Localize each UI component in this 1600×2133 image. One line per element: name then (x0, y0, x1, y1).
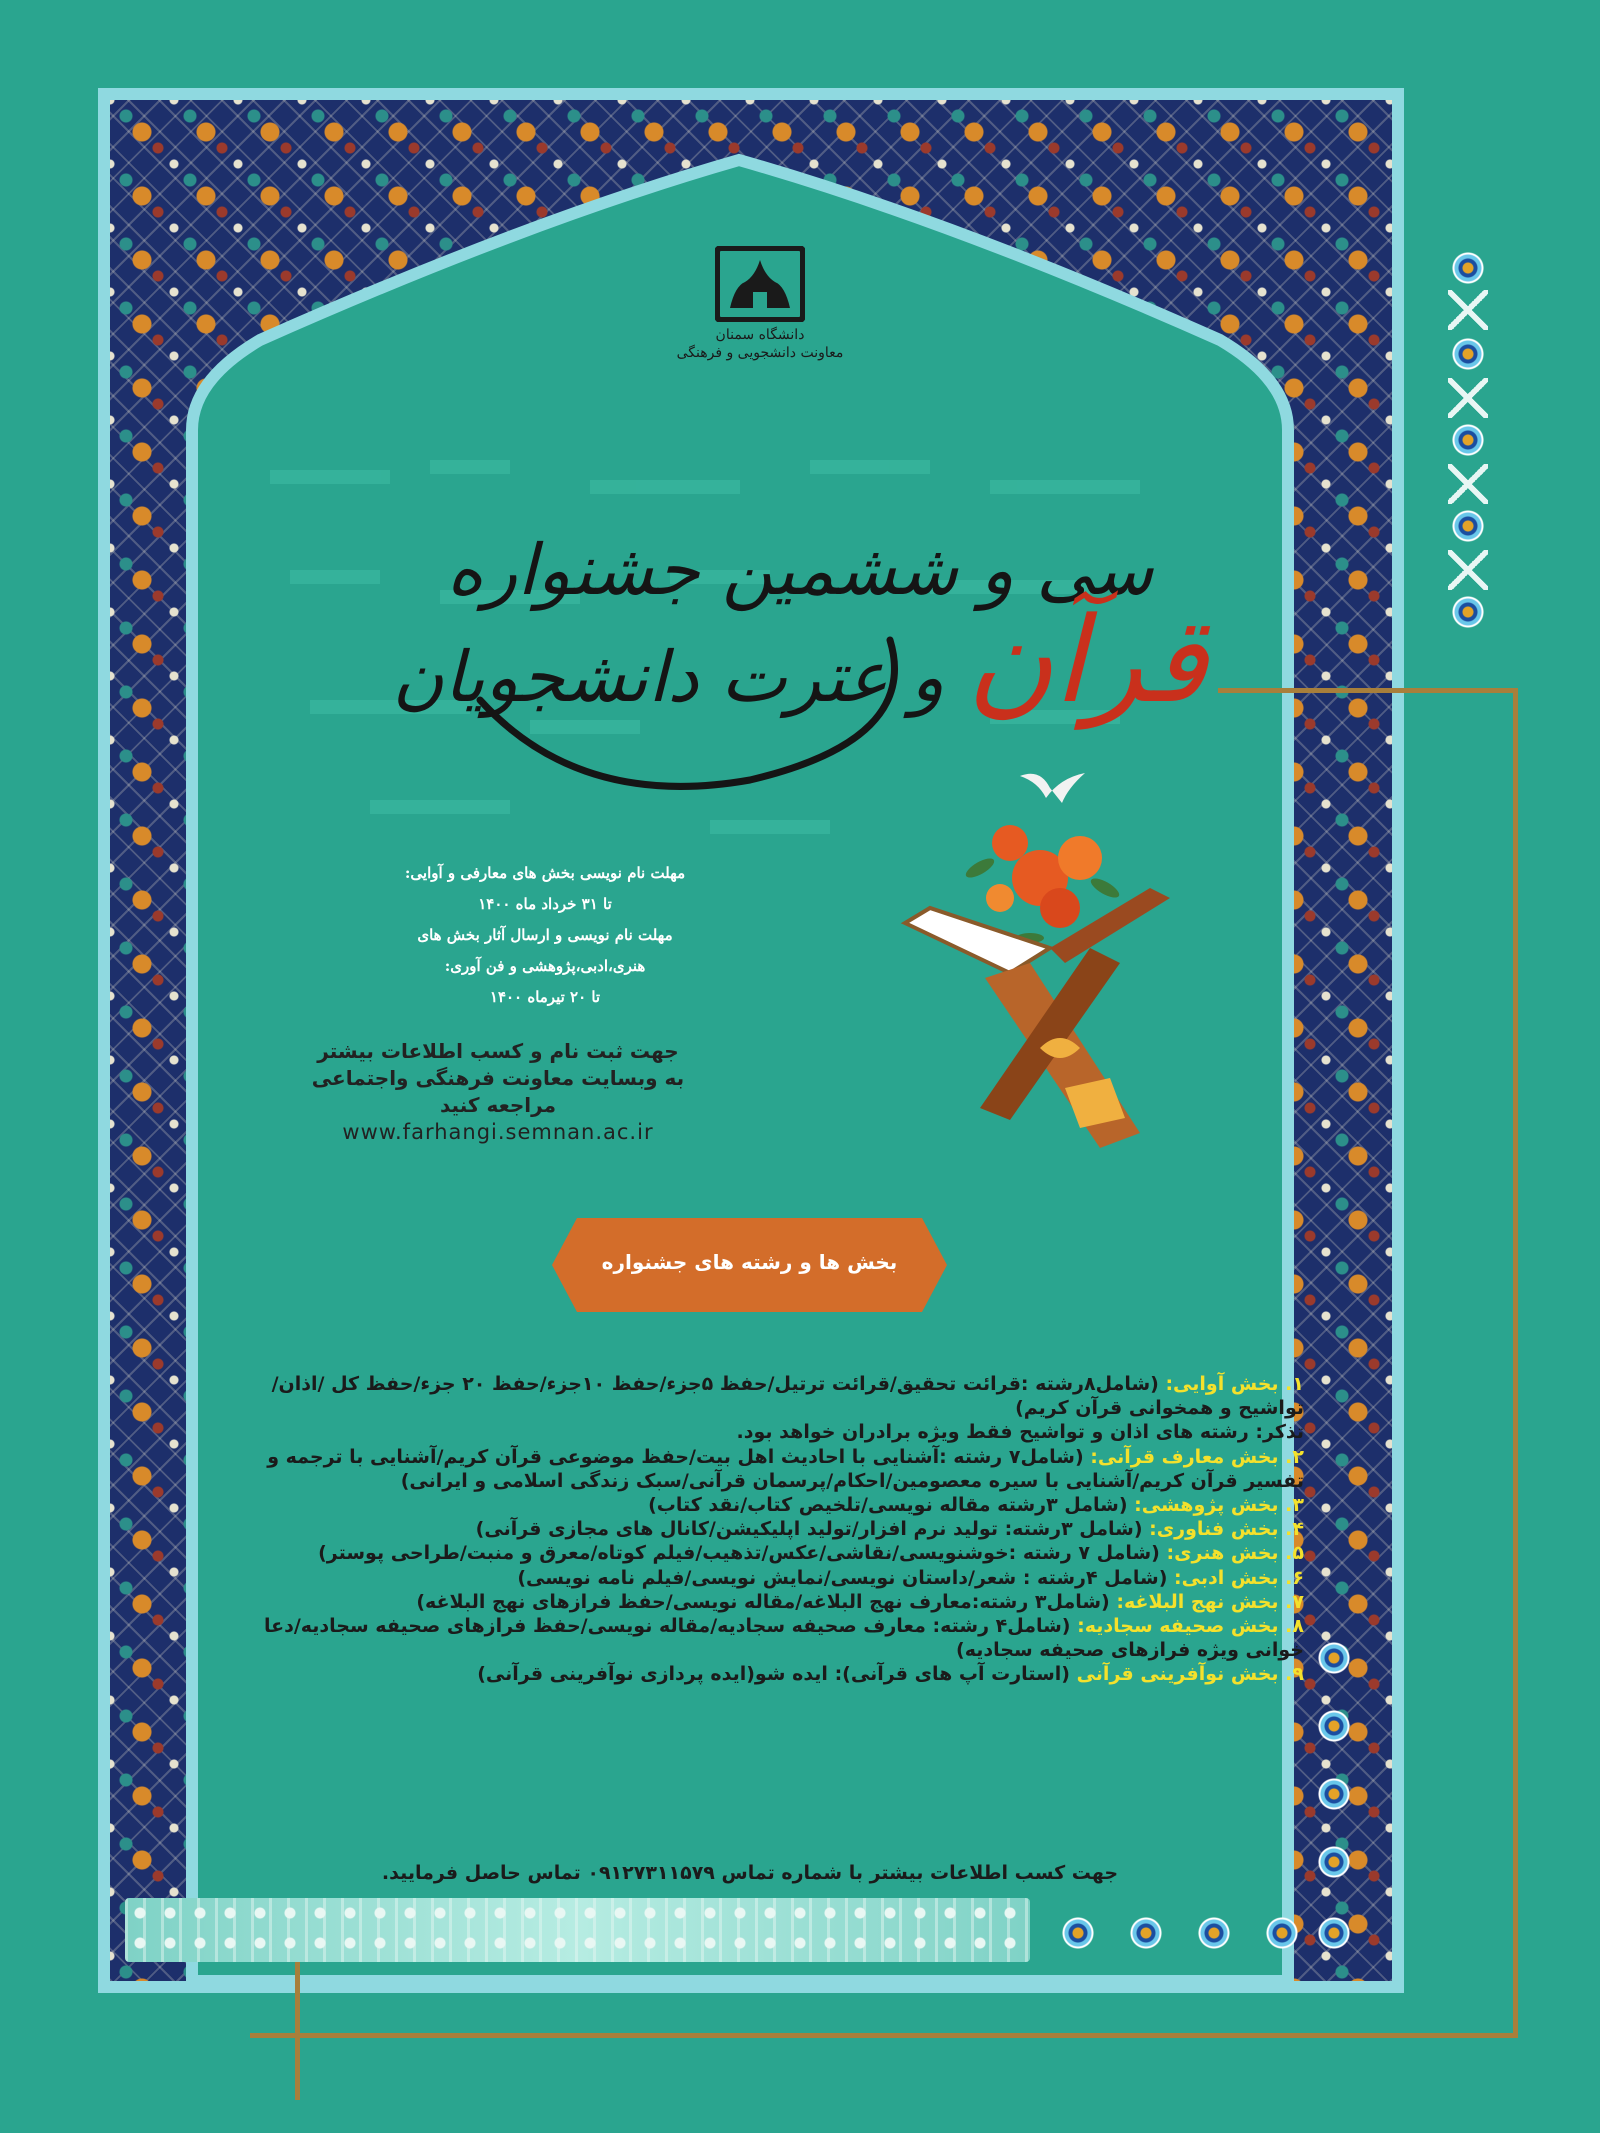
section-body: (شامل ۷ رشته :خوشنویسی/نقاشی/عکس/تذهیب/فیلم کوتاه/معرق و منبت/طراحی پوستر) (318, 1542, 1167, 1565)
section-item (212, 1493, 1304, 1517)
ornament-diamond (1443, 329, 1494, 380)
section-item (212, 1614, 1304, 1662)
section-heading: ۶. بخش ادبی: (1174, 1566, 1304, 1589)
section-heading: ۱. بخش آوایی: (1165, 1373, 1304, 1395)
section-item (212, 1372, 1304, 1420)
section-body: (شامل ۳رشته مقاله نویسی/تلخیص کتاب/نقد کتاب) (648, 1494, 1135, 1517)
section-body: (شامل۴ رشته: معارف صحیفه سجادیه/مقاله نویسی/حفظ فرازهای صحیفه سجادیه/دعا خوانی ویژه فرازهای صحیفه سجادیه) (263, 1615, 1304, 1662)
ornament-diamond (1443, 587, 1494, 638)
ornament-diamond (1443, 415, 1494, 466)
logo-caption-line1: دانشگاه سمنان (715, 327, 805, 343)
logo-caption (660, 326, 860, 362)
section-body: (شامل۸رشته :قرائت تحقیق/قرائت ترتیل/حفظ ۵جزء/حفظ ۱۰جزء/حفظ ۲۰ جزء/حفظ کل /اذان/ تواشیح و همخوانی قرآن کریم) (271, 1373, 1304, 1420)
section-body: (استارت آپ های قرآنی): ایده شو(ایده پردازی نوآفرینی قرآنی) (477, 1663, 1077, 1686)
sections-banner-label: بخش ها و رشته های جشنواره (601, 1250, 898, 1274)
title-part2: و عترت دانشجویان (392, 636, 945, 718)
ornament-x (1448, 550, 1488, 590)
sections-list (212, 1372, 1304, 1687)
section-heading: ۴. بخش فناوری: (1149, 1518, 1304, 1541)
section-item (212, 1662, 1304, 1686)
deadline-line: مهلت نام نویسی بخش های معارفی و آوایی: (404, 864, 686, 882)
section-heading: ۵. بخش هنری: (1166, 1542, 1304, 1565)
section-body: (شامل ۳رشته: تولید نرم افزار/تولید اپلیکیشن/کانال های مجازی قرآنی) (475, 1518, 1150, 1541)
section-item (212, 1590, 1304, 1614)
section-heading: ۷. بخش نهج البلاغه: (1116, 1590, 1304, 1613)
section-body: (شامل۳ رشته:معارف نهج البلاغه/مقاله نویسی/حفظ فرازهای نهج البلاغه) (416, 1590, 1117, 1613)
gold-line-bottom (250, 2033, 1518, 2038)
deadline-line: تا ۲۰ تیرماه ۱۴۰۰ (489, 988, 601, 1006)
ornament-x (1448, 378, 1488, 418)
section-heading: ۸. بخش صحیفه سجادیه: (1077, 1615, 1304, 1638)
section-body: (شامل ۴رشته : شعر/داستان نویسی/نمایش نویسی/فیلم نامه نویسی) (517, 1566, 1175, 1589)
section-heading: ۹. بخش نوآفرینی قرآنی (1076, 1663, 1304, 1686)
ornament-x (1448, 464, 1488, 504)
section-item (212, 1566, 1304, 1590)
quran-stand-icon (890, 748, 1220, 1168)
logo-caption-line2: معاونت دانشجویی و فرهنگی (676, 345, 844, 361)
section-item (212, 1517, 1304, 1541)
contact-info: جهت کسب اطلاعات بیشتر با شماره تماس ۰۹۱۲۷۳۱۱۵۷۹ تماس حاصل فرمایید. (381, 1862, 1119, 1884)
section-heading: ۲. بخش معارف قرآنی: (1090, 1445, 1304, 1468)
title-part1: سی و ششمین جشنواره (446, 529, 1154, 611)
floral-border (125, 1898, 1030, 1962)
section-item (212, 1541, 1304, 1565)
title-quran: قرآن (966, 591, 1208, 729)
info-line1: جهت ثبت نام و کسب اطلاعات بیشتر (317, 1039, 679, 1063)
section-item (212, 1445, 1304, 1493)
title-swash (450, 620, 910, 800)
section-heading: ۳. بخش پژوهشی: (1134, 1494, 1304, 1517)
deadlines (355, 858, 735, 1013)
section-body: (شامل۷ رشته :آشنایی با احادیث اهل بیت/حفظ موضوعی قرآن کریم/آشنایی با ترجمه و تفسیر قرآن کریم/آشنایی با سیره معصومین/احکام/پرسمان قرآنی/سبک زندگی اسلامی و ایرانی) (267, 1445, 1304, 1492)
ornament-diamond (1443, 243, 1494, 294)
info-line3: مراجعه کنید (440, 1093, 556, 1117)
deadline-line: تا ۳۱ خرداد ماه ۱۴۰۰ (478, 895, 612, 913)
section-note (212, 1420, 1304, 1444)
gold-line-left (295, 1960, 300, 2100)
ornament-x (1448, 290, 1488, 330)
deadline-line: مهلت نام نویسی و ارسال آثار بخش های هنری،ادبی،پژوهشی و فن آوری: (417, 926, 673, 975)
website-link[interactable]: www.farhangi.semnan.ac.ir (342, 1120, 654, 1144)
gold-line-right (1513, 688, 1518, 2038)
university-logo (715, 246, 805, 322)
section-body: تذکر: رشته های اذان و تواشیح فقط ویژه برادران خواهد بود. (736, 1421, 1304, 1444)
registration-info (268, 1038, 728, 1146)
ornament-diamond (1443, 501, 1494, 552)
info-line2: به وبسایت معاونت فرهنگی واجتماعی (311, 1066, 685, 1090)
